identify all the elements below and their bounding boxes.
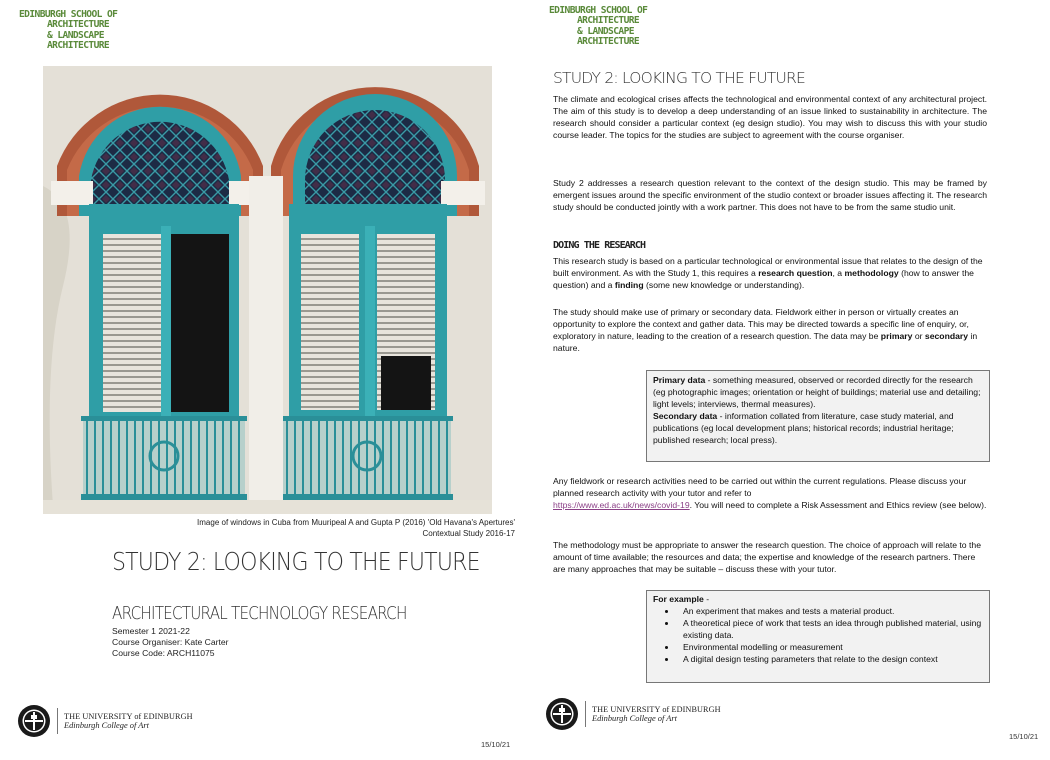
fieldwork-paragraph	[553, 475, 987, 511]
bold-term: primary	[880, 331, 913, 341]
cover-title: STUDY 2: LOOKING TO THE FUTURE	[112, 548, 480, 577]
semester-text: Semester 1 2021-22	[112, 626, 190, 636]
university-name: THE UNIVERSITY of EDINBURGH	[64, 712, 193, 721]
course-code-text: Course Code: ARCH11075	[112, 647, 215, 658]
university-crest-icon	[545, 697, 579, 731]
doing-paragraph-2	[553, 306, 987, 354]
list-item: • An experiment that makes and tests a material product.	[677, 605, 983, 617]
intro-paragraph: The climate and ecological crises affects the technological and environmental context of any architectural project. The aim of this study is to develop a deep understanding of an issue linked to sustainability in architecture. The research should consider a particular context (eg design studio). You may wish to discuss this with your studio course leader. The topics for the studies are subject to agreement with the course organiser.	[553, 94, 987, 140]
methodology-paragraph: The methodology must be appropriate to answer the research question. The choice of approach will relate to the amount of time available; the resources and data; the expertise and knowledge of the research partners. There are many approaches that may be suitable – discuss these with your tutor.	[553, 540, 981, 574]
text-run: This research study is based on a particular technological or environmental issue that relates to the design of the built environment. As with the Study 1, this requires a	[553, 256, 983, 278]
primary-data-definition	[653, 374, 983, 410]
college-name: Edinburgh College of Art	[592, 714, 677, 723]
text-run: , a	[832, 268, 845, 278]
text-run: Any fieldwork or research activities need to be carried out within the current regulations. Please discuss your planned research activity with your tutor and refer to	[553, 476, 967, 498]
university-logo	[17, 704, 193, 738]
page-date: 15/10/21	[1009, 732, 1039, 741]
bold-term: Secondary data	[653, 411, 718, 421]
text-run: -	[703, 594, 710, 604]
logo-divider	[57, 708, 58, 734]
list-item: • A digital design testing parameters that relate to the design context	[677, 653, 983, 665]
logo-line: EDINBURGH SCHOOL OF	[549, 5, 648, 16]
logo-divider	[585, 701, 586, 727]
text-run: in nature.	[553, 331, 978, 353]
university-logo	[545, 697, 721, 731]
covid-guidance-link[interactable]: https://www.ed.ac.uk/news/covid-19	[553, 500, 690, 510]
examples-box	[646, 590, 990, 683]
text-run: - information collated from literature, case study material, and publications (eg local development plans; historical records; industrial heritage; published research; local press).	[653, 411, 954, 445]
logo-line: ARCHITECTURE	[47, 40, 110, 52]
course-meta	[112, 626, 229, 658]
school-logo	[549, 6, 647, 48]
doing-paragraph-1	[553, 255, 987, 291]
bold-term: Primary data	[653, 375, 706, 385]
examples-list	[653, 605, 983, 665]
page-title: STUDY 2: LOOKING TO THE FUTURE	[553, 69, 805, 87]
data-types-box	[646, 370, 990, 462]
logo-line: ARCHITECTURE	[577, 15, 640, 27]
examples-heading	[653, 593, 983, 605]
list-item: • A theoretical piece of work that tests an idea through published material, using existing data.	[677, 617, 983, 641]
logo-line: EDINBURGH SCHOOL OF	[19, 9, 118, 20]
logo-line: ARCHITECTURE	[577, 36, 640, 48]
college-name: Edinburgh College of Art	[64, 721, 149, 730]
bold-term: research question	[758, 268, 833, 278]
logo-line: & LANDSCAPE	[47, 29, 104, 41]
text-run: The study should make use of primary or secondary data. Fieldwork either in person or virtually creates an opportunity to explore the context and gather data. This may be directed towards a specific line of enquiry, or, exploratory in nature, leading to the creation of a research question. The data may be	[553, 307, 969, 341]
cover-subtitle: ARCHITECTURAL TECHNOLOGY RESEARCH	[112, 603, 407, 624]
text-run: - something measured, observed or recorded directly for the research (eg photographic images; orientation or height of buildings; material use and detailing; light levels; interviews, thermal measures).	[653, 375, 981, 409]
bold-term: methodology	[844, 268, 899, 278]
photo-caption	[45, 517, 515, 539]
list-item: • Environmental modelling or measurement	[677, 641, 983, 653]
secondary-data-definition	[653, 410, 983, 446]
bold-term: finding	[614, 280, 644, 290]
organiser-text: Course Organiser: Kate Carter	[112, 636, 229, 647]
university-crest-icon	[17, 704, 51, 738]
right-page	[530, 0, 1050, 760]
logo-line: ARCHITECTURE	[47, 19, 110, 31]
doing-research-heading: DOING THE RESEARCH	[553, 240, 646, 251]
university-name: THE UNIVERSITY of EDINBURGH	[592, 705, 721, 714]
caption-line: Image of windows in Cuba from Muuripeal A and Gupta P (2016) 'Old Havana's Apertures'	[197, 518, 515, 527]
school-logo	[19, 10, 117, 52]
caption-line: Contextual Study 2016-17	[422, 529, 515, 538]
text-run: . You will need to complete a Risk Assessment and Ethics review (see below).	[689, 500, 987, 510]
text-run: (how to answer the question) and a	[553, 268, 974, 290]
study-paragraph: Study 2 addresses a research question relevant to the context of the design studio. This may be framed by emergent issues around the specific environment of the studio context or broader issues affecting it. The research study should be conducted jointly with a work partner. This does not have to be from the same studio unit.	[553, 178, 987, 212]
page-date: 15/10/21	[481, 740, 511, 749]
text-run: or	[912, 331, 925, 341]
bold-term: For example	[653, 594, 704, 604]
logo-line: & LANDSCAPE	[577, 25, 634, 37]
havana-windows-photo	[43, 66, 492, 514]
bold-term: secondary	[924, 331, 969, 341]
text-run: (some new knowledge or understanding).	[643, 280, 805, 290]
